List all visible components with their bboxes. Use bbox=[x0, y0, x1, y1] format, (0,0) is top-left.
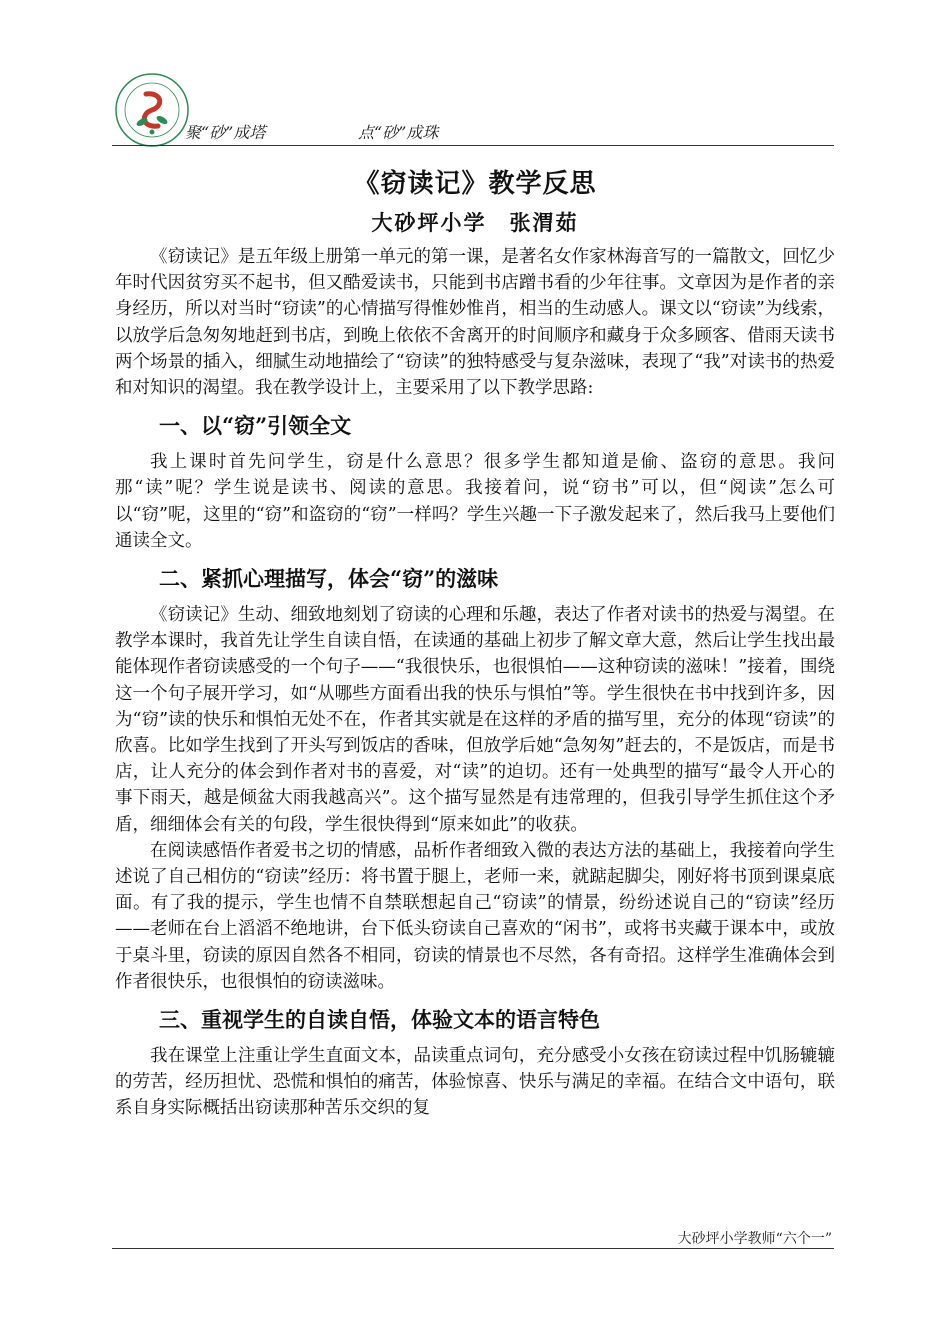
section-heading-1: 一、以“窃”引领全文 bbox=[159, 413, 352, 439]
school-seal-icon bbox=[112, 70, 192, 150]
section-1-paragraph: 我上课时首先问学生，窃是什么意思？很多学生都知道是偷、盗窃的意思。我问那“读”呢？学生说是读书、阅读的意思。我接着问，说“窃书”可以，但“阅读”怎么可以“窃”呢，这里的“窃”和盗窃的“窃”一样吗？学生兴趣一下子激发起来了，然后我马上要他们通读全文。 bbox=[115, 452, 835, 551]
intro-paragraph: 《窃读记》是五年级上册第一单元的第一课，是著名女作家林海音写的一篇散文，回忆少年时代因贫穷买不起书，但又酷爱读书，只能到书店蹭书看的少年往事。文章因为是作者的亲身经历，所以对当时“窃读”的心情描写得惟妙惟肖，相当的生动感人。课文以“窃读”为线索，以放学后急匆匆地赶到书店，到晚上依依不舍离开的时间顺序和藏身于众多顾客、借雨天读书两个场景的插入，细腻生动地描绘了“窃读”的独特感受与复杂滋味，表现了“我”对读书的热爱和对知识的渴望。我在教学设计上，主要采用了以下教学思路: bbox=[115, 247, 835, 399]
page-footer: 大砂坪小学教师“六个一” bbox=[677, 1231, 832, 1247]
document-title: 《窃读记》教学反思 bbox=[353, 169, 597, 199]
motto-left: 聚“砂”成塔 bbox=[185, 123, 266, 142]
footer-divider bbox=[112, 1248, 834, 1249]
section-heading-3: 三、重视学生的自读自悟，体验文本的语言特色 bbox=[159, 1007, 600, 1033]
section-2-paragraph-2: 在阅读感悟作者爱书之切的情感，品析作者细致入微的表达方法的基础上，我接着向学生述说了自己相仿的“窃读”经历：将书置于腿上，老师一来，就踮起脚尖，刚好将书顶到课桌底面。有了我的提示，学生也情不自禁联想起自己“窃读”的情景，纷纷述说自己的“窃读”经历——老师在台上滔滔不绝地讲，台下低头窃读自己喜欢的“闲书”，或将书夹藏于课本中，或放于桌斗里，窃读的原因自然各不相同，窃读的情景也不尽然，各有奇招。这样学生准确体会到作者很快乐，也很惧怕的窃读滋味。 bbox=[115, 840, 835, 992]
motto-right: 点“砂”成珠 bbox=[358, 123, 439, 142]
document-author: 大砂坪小学 张渭茹 bbox=[371, 210, 579, 235]
section-2-paragraph-1: 《窃读记》生动、细致地刻划了窃读的心理和乐趣，表达了作者对读书的热爱与渴望。在教学本课时，我首先让学生自读自悟，在读通的基础上初步了解文章大意，然后让学生找出最能体现作者窃读感受的一个句子——“我很快乐，也很惧怕——这种窃读的滋味！”接着，围绕这一个句子展开学习，如“从哪些方面看出我的快乐与惧怕”等。学生很快在书中找到许多，因为“窃”读的快乐和惧怕无处不在，作者其实就是在这样的矛盾的描写里，充分的体现“窃读”的欣喜。比如学生找到了开头写到饭店的香味，但放学后她“急匆匆”赶去的，不是饭店，而是书店，让人充分的体会到作者对书的喜爱，对“读”的迫切。还有一处典型的描写“最令人开心的事下雨天，越是倾盆大雨我越高兴”。这个描写显然是有违常理的，但我引导学生抓住这个矛盾，细细体会有关的句段，学生很快得到“原来如此”的收获。 bbox=[115, 605, 835, 835]
section-heading-2: 二、紧抓心理描写，体会“窃”的滋味 bbox=[159, 566, 499, 592]
header-divider bbox=[112, 145, 834, 146]
section-3-paragraph: 我在课堂上注重让学生直面文本，品读重点词句，充分感受小女孩在窃读过程中饥肠辘辘的劳苦，经历担忧、恐慌和惧怕的痛苦，体验惊喜、快乐与满足的幸福。在结合文中语句，联系自身实际概括出窃读那种苦乐交织的复 bbox=[115, 1046, 835, 1119]
document-body bbox=[115, 244, 835, 1122]
